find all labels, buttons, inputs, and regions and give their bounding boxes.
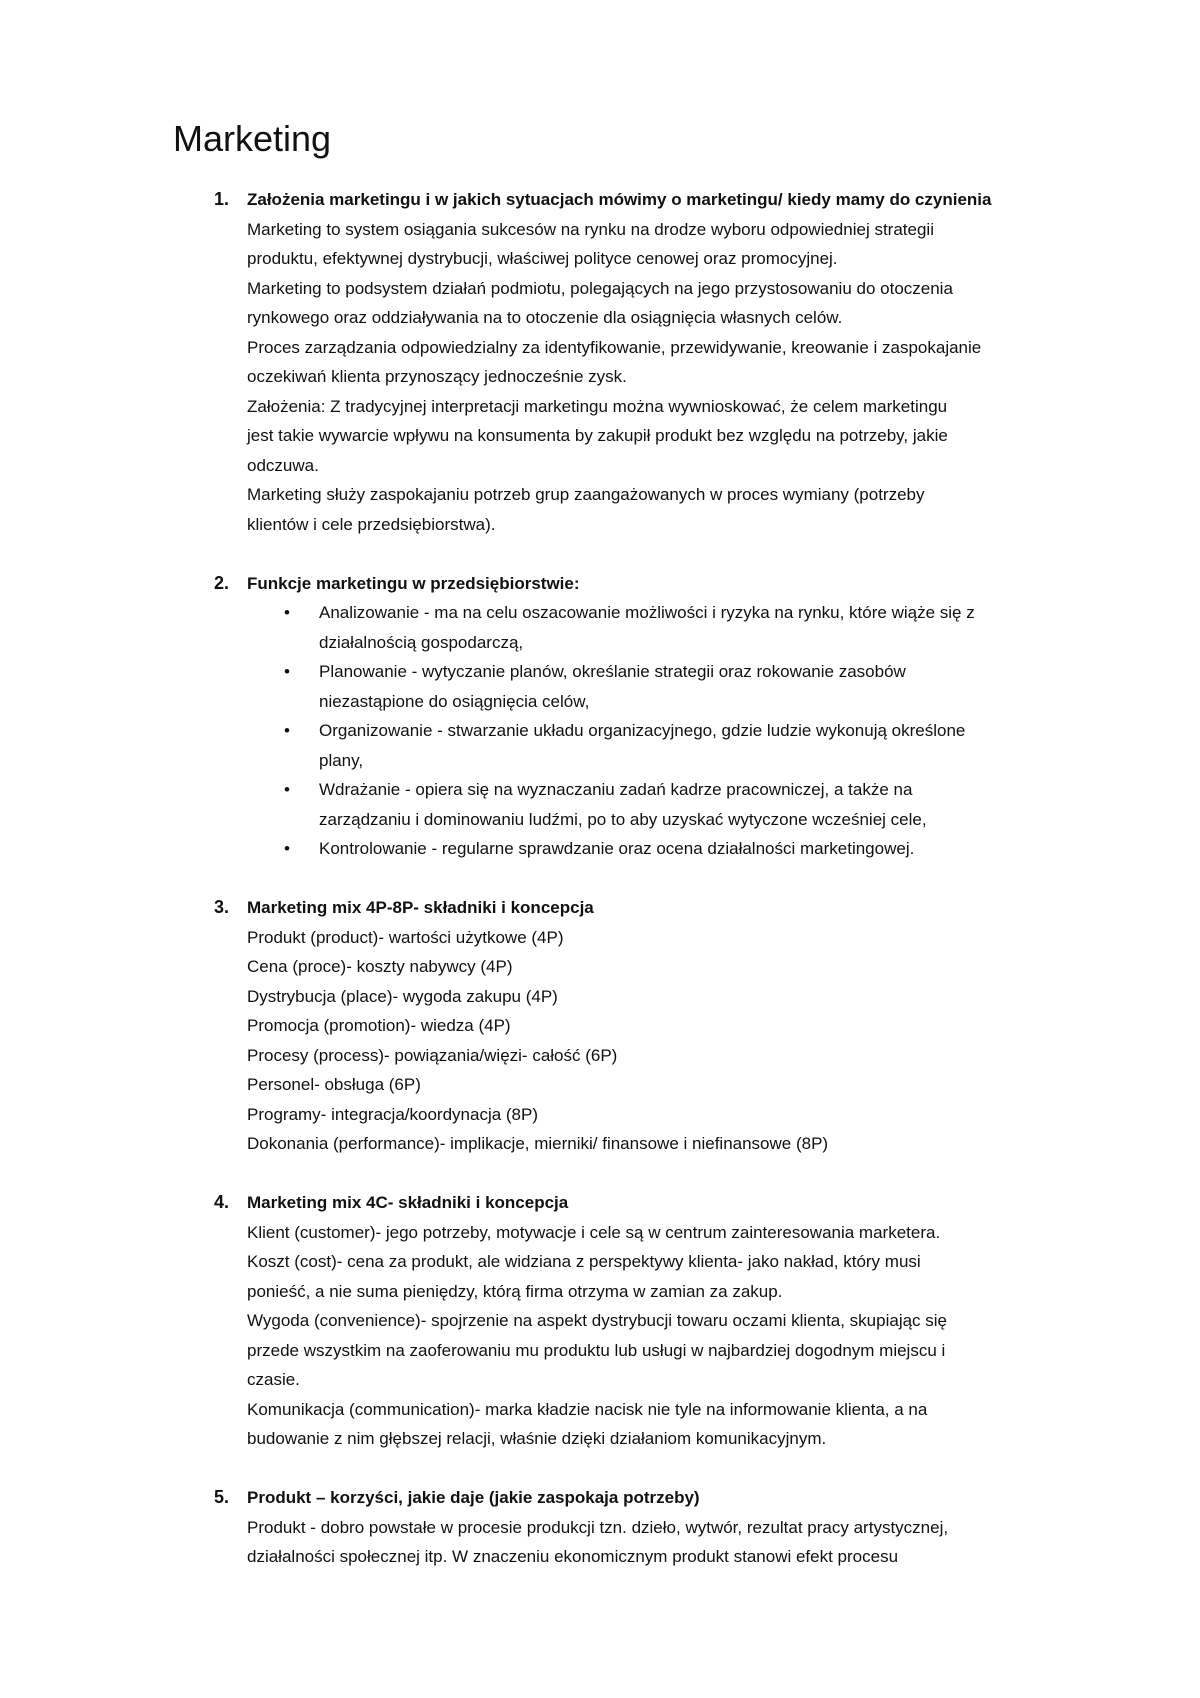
body-line: Produkt - dobro powstałe w procesie produkcji tzn. dzieło, wytwór, rezultat pracy artystycznej, xyxy=(247,1517,949,1537)
body-line: Klient (customer)- jego potrzeby, motywacje i cele są w centrum zainteresowania marketera. xyxy=(247,1222,941,1242)
body-line: Promocja (promotion)- wiedza (4P) xyxy=(247,1016,511,1035)
body-line: jest takie wywarcie wpływu na konsumenta by zakupił produkt bez względu na potrzeby, jakie xyxy=(247,426,948,445)
body-line: działalności społecznej itp. W znaczeniu ekonomicznym produkt stanowi efekt procesu xyxy=(247,1547,899,1566)
section-number: 4. xyxy=(213,1192,229,1212)
section-heading: Produkt – korzyści, jakie daje (jakie zaspokaja potrzeby) xyxy=(247,1488,700,1507)
bullet-icon: • xyxy=(284,603,290,622)
body-line: budowanie z nim głębszej relacji, właśnie dzięki działaniom komunikacyjnym. xyxy=(247,1429,827,1448)
body-line: Wygoda (convenience)- spojrzenie na aspekt dystrybucji towaru oczami klienta, skupiając się xyxy=(247,1311,948,1330)
section-spacer xyxy=(0,1159,1200,1189)
bullet-line: Wdrażanie - opiera się na wyznaczaniu zadań kadrze pracowniczej, a także na xyxy=(319,780,913,799)
list-item xyxy=(284,716,1200,775)
body-line: Personel- obsługa (6P) xyxy=(247,1075,421,1094)
bullet-line: Analizowanie - ma na celu oszacowanie możliwości i ryzyka na rynku, które wiąże się z xyxy=(319,603,975,622)
list-item xyxy=(284,775,1200,834)
section-spacer xyxy=(0,539,1200,569)
body-line: Marketing to podsystem działań podmiotu, polegających na jego przystosowaniu do otoczenia xyxy=(247,278,953,298)
body-line: klientów i cele przedsiębiorstwa). xyxy=(247,514,496,534)
bullet-list xyxy=(0,598,1200,864)
bullet-line: zarządzaniu i dominowaniu ludźmi, po to aby uzyskać wytyczone wcześniej cele, xyxy=(319,809,927,829)
body-line: Marketing to system osiągania sukcesów na rynku na drodze wyboru odpowiedniej strategii xyxy=(247,219,934,239)
section-heading: Marketing mix 4P-8P- składniki i koncepcja xyxy=(247,898,594,917)
body-line: przede wszystkim na zaoferowaniu mu produktu lub usługi w najbardziej dogodnym miejscu i xyxy=(247,1340,946,1360)
body-line: czasie. xyxy=(247,1370,300,1389)
section-2 xyxy=(0,569,1200,864)
section-number: 1. xyxy=(213,189,229,209)
body-line: Procesy (process)- powiązania/więzi- całość (6P) xyxy=(247,1045,618,1065)
body-line: Proces zarządzania odpowiedzialny za identyfikowanie, przewidywanie, kreowanie i zaspokajanie xyxy=(247,337,982,357)
section-number: 2. xyxy=(213,572,229,593)
bullet-line: działalnością gospodarczą, xyxy=(319,632,524,652)
section-1 xyxy=(0,185,1200,539)
section-number: 3. xyxy=(213,897,229,917)
section-body xyxy=(247,923,1127,1159)
bullet-icon: • xyxy=(284,780,290,799)
section-3 xyxy=(0,893,1200,1159)
list-item xyxy=(284,657,1200,716)
body-line: rynkowego oraz oddziaływania na to otoczenie dla osiągnięcia własnych celów. xyxy=(247,308,843,327)
section-body xyxy=(247,215,1127,540)
bullet-line: niezastąpione do osiągnięcia celów, xyxy=(319,691,590,711)
section-spacer xyxy=(0,1454,1200,1484)
section-5 xyxy=(0,1483,1200,1572)
bullet-line: plany, xyxy=(319,750,364,770)
body-line: ponieść, a nie suma pieniędzy, którą firma otrzyma w zamian za zakup. xyxy=(247,1281,783,1301)
body-line: Programy- integracja/koordynacja (8P) xyxy=(247,1104,539,1124)
bullet-icon: • xyxy=(284,839,290,858)
body-line: Marketing służy zaspokajaniu potrzeb grup zaangażowanych w proces wymiany (potrzeby xyxy=(247,485,925,504)
body-line: Dokonania (performance)- implikacje, mierniki/ finansowe i niefinansowe (8P) xyxy=(247,1134,829,1153)
body-line: odczuwa. xyxy=(247,455,319,475)
body-line: produktu, efektywnej dystrybucji, właściwej polityce cenowej oraz promocyjnej. xyxy=(247,249,838,268)
body-line: Dystrybucja (place)- wygoda zakupu (4P) xyxy=(247,986,558,1006)
section-heading: Marketing mix 4C- składniki i koncepcja xyxy=(247,1193,569,1212)
body-line: Produkt (product)- wartości użytkowe (4P) xyxy=(247,927,564,947)
bullet-icon: • xyxy=(284,721,290,740)
section-spacer xyxy=(0,864,1200,894)
bullet-icon: • xyxy=(284,662,290,681)
sections xyxy=(0,185,1200,1572)
section-body xyxy=(247,1513,1127,1572)
body-line: Założenia: Z tradycyjnej interpretacji marketingu można wywnioskować, że celem marketingu xyxy=(247,396,948,416)
section-4 xyxy=(0,1188,1200,1454)
section-heading: Założenia marketingu i w jakich sytuacjach mówimy o marketingu/ kiedy mamy do czynienia xyxy=(247,190,992,209)
list-item xyxy=(284,598,1200,657)
body-line: Koszt (cost)- cena za produkt, ale widziana z perspektywy klienta- jako nakład, który musi xyxy=(247,1252,921,1271)
body-line: Cena (proce)- koszty nabywcy (4P) xyxy=(247,957,513,976)
section-heading: Funkcje marketingu w przedsiębiorstwie: xyxy=(247,573,580,593)
bullet-line: Planowanie - wytyczanie planów, określanie strategii oraz rokowanie zasobów xyxy=(319,662,906,681)
list-item xyxy=(284,834,1200,864)
section-number: 5. xyxy=(213,1487,229,1507)
section-body xyxy=(247,1218,1127,1454)
body-line: Komunikacja (communication)- marka kładzie nacisk nie tyle na informowanie klienta, a na xyxy=(247,1399,928,1419)
page-title: Marketing xyxy=(173,118,332,159)
body-line: oczekiwań klienta przynoszący jednocześnie zysk. xyxy=(247,367,627,386)
bullet-line: Kontrolowanie - regularne sprawdzanie oraz ocena działalności marketingowej. xyxy=(319,839,915,858)
bullet-line: Organizowanie - stwarzanie układu organizacyjnego, gdzie ludzie wykonują określone xyxy=(319,721,966,740)
